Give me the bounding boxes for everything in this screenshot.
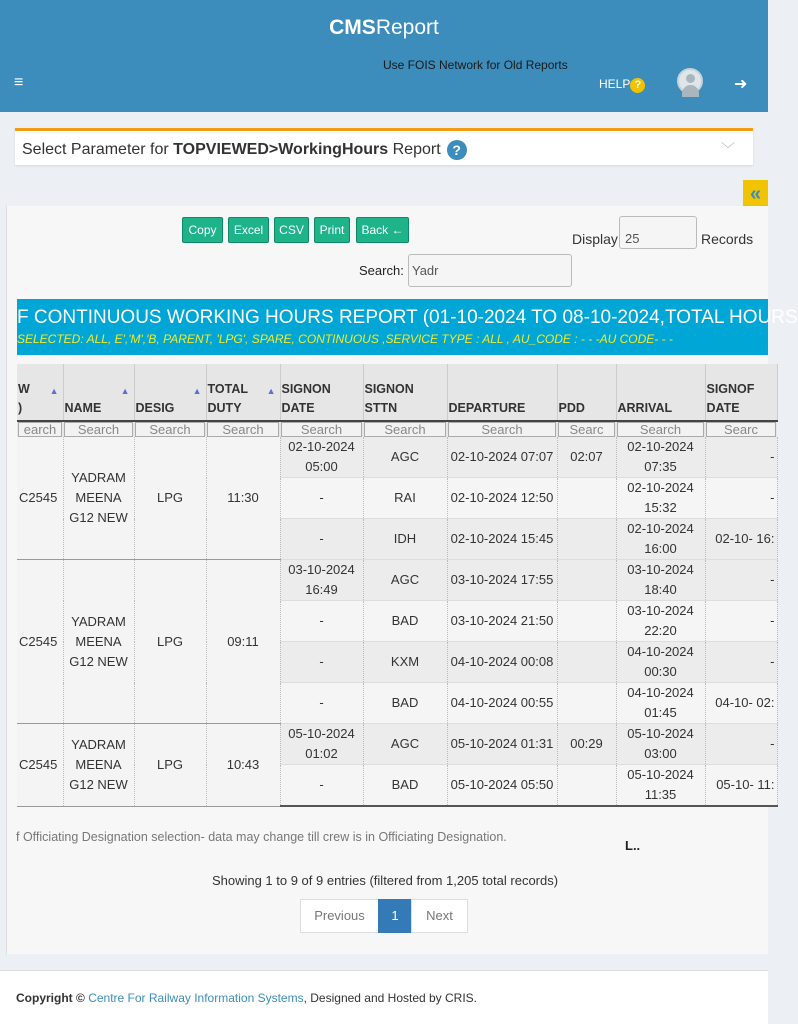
crew-id-cell: C2545 [17, 724, 63, 807]
cell-pdd [557, 519, 616, 560]
csv-button[interactable]: CSV [274, 217, 309, 243]
cell-sttn: BAD [363, 765, 447, 807]
cell-signoff: 04-10- 02: [705, 683, 777, 724]
help-label: HELP [599, 77, 631, 91]
column-search-input[interactable]: Search [135, 422, 205, 437]
table-row [17, 724, 777, 765]
cell-sttn: AGC [363, 724, 447, 765]
working-hours-table [17, 364, 778, 807]
top-header [0, 0, 768, 112]
help-icon: ? [630, 78, 645, 93]
cell-dep: 02-10-2024 12:50 [447, 478, 557, 519]
cell-signon-date: 03-10-2024 16:49 [280, 560, 363, 601]
cell-sttn: KXM [363, 642, 447, 683]
loading-indicator: L.. [625, 838, 641, 853]
cell-arr: 03-10-2024 22:20 [616, 601, 705, 642]
cell-pdd: 02:07 [557, 437, 616, 478]
cell-signoff: - [705, 601, 777, 642]
back-button[interactable]: Back ← [356, 217, 409, 243]
previous-page-button[interactable]: Previous [300, 899, 379, 933]
column-header[interactable] [134, 364, 206, 421]
hamburger-menu-icon[interactable]: ≡ [14, 74, 24, 91]
column-search-input[interactable]: Searc [558, 422, 615, 437]
cell-pdd [557, 560, 616, 601]
sort-arrow-icon[interactable]: ▲ [192, 386, 202, 396]
column-search-cell [134, 421, 206, 437]
cell-signon-date: - [280, 765, 363, 807]
cell-dep: 02-10-2024 15:45 [447, 519, 557, 560]
parameter-title: Select Parameter for TOPVIEWED>WorkingHours Report ? [22, 140, 467, 160]
cell-signon-date: - [280, 683, 363, 724]
column-search-cell [705, 421, 777, 437]
column-header-label: SIGNOF DATE [706, 382, 755, 415]
column-search-cell [17, 421, 63, 437]
display-label: Display [572, 231, 618, 247]
cell-arr: 05-10-2024 03:00 [616, 724, 705, 765]
chevron-down-icon[interactable]: ﹀ [721, 141, 735, 157]
cell-pdd [557, 478, 616, 519]
column-search-input[interactable]: Search [617, 422, 704, 437]
cell-signoff: - [705, 724, 777, 765]
report-table-scroller[interactable] [17, 364, 775, 802]
cell-dep: 05-10-2024 05:50 [447, 765, 557, 807]
search-label: Search: [359, 263, 404, 278]
column-search-cell [557, 421, 616, 437]
cell-pdd [557, 765, 616, 807]
column-search-cell [63, 421, 134, 437]
cell-signoff: 05-10- 11: [705, 765, 777, 807]
cell-pdd [557, 683, 616, 724]
cell-arr: 02-10-2024 07:35 [616, 437, 705, 478]
column-search-input[interactable]: Search [64, 422, 133, 437]
column-header[interactable] [705, 364, 777, 421]
parameter-selector[interactable] [15, 128, 753, 165]
cell-signon-date: - [280, 642, 363, 683]
column-header[interactable] [17, 364, 63, 421]
cell-signon-date: - [280, 519, 363, 560]
print-button[interactable]: Print [314, 217, 350, 243]
cell-sttn: IDH [363, 519, 447, 560]
cell-signon-date: 05-10-2024 01:02 [280, 724, 363, 765]
help-link[interactable] [599, 77, 645, 93]
cell-sttn: AGC [363, 560, 447, 601]
cell-dep: 03-10-2024 17:55 [447, 560, 557, 601]
total-duty-cell: 09:11 [206, 560, 280, 724]
page-1-button[interactable]: 1 [378, 899, 412, 933]
column-search-cell [280, 421, 363, 437]
column-search-cell [206, 421, 280, 437]
column-header[interactable] [280, 364, 363, 421]
cell-signon-date: - [280, 478, 363, 519]
column-search-cell [447, 421, 557, 437]
copyright-text: Copyright © Centre For Railway Information Systems, Designed and Hosted by CRIS. [16, 991, 478, 1005]
cell-signoff: - [705, 437, 777, 478]
cell-arr: 02-10-2024 15:32 [616, 478, 705, 519]
column-header-label: TOTAL DUTY [207, 382, 249, 415]
excel-button[interactable]: Excel [228, 217, 269, 243]
display-count-input[interactable]: 25 [619, 216, 697, 249]
cell-signon-date: - [280, 601, 363, 642]
column-search-input[interactable]: Search [448, 422, 556, 437]
cell-dep: 04-10-2024 00:08 [447, 642, 557, 683]
column-header-label: SIGNON DATE [281, 382, 331, 415]
sort-arrow-icon[interactable]: ▲ [49, 386, 59, 396]
column-search-input[interactable]: earch [18, 422, 62, 437]
column-header-label: ARRIVAL [617, 401, 673, 415]
column-header[interactable] [447, 364, 557, 421]
report-banner [17, 299, 798, 355]
copy-button[interactable]: Copy [182, 217, 223, 243]
cell-dep: 04-10-2024 00:55 [447, 683, 557, 724]
cell-pdd: 00:29 [557, 724, 616, 765]
page-footer [0, 970, 768, 1024]
cell-sttn: RAI [363, 478, 447, 519]
column-search-cell [363, 421, 447, 437]
cris-link[interactable]: Centre For Railway Information Systems [88, 991, 304, 1005]
cell-arr: 02-10-2024 16:00 [616, 519, 705, 560]
cell-dep: 02-10-2024 07:07 [447, 437, 557, 478]
cell-signoff: - [705, 642, 777, 683]
report-filter-summary: SELECTED: ALL, E','M','B, PARENT, 'LPG', SPARE, CONTINUOUS ,SERVICE TYPE : ALL , AU_CODE : - - -AU CODE- - - [17, 332, 673, 346]
column-header-label: W ) [18, 382, 30, 415]
cell-pdd [557, 642, 616, 683]
records-label: Records [701, 231, 754, 247]
cell-pdd [557, 601, 616, 642]
column-header[interactable] [63, 364, 134, 421]
crew-id-cell: C2545 [17, 560, 63, 724]
cell-dep: 03-10-2024 21:50 [447, 601, 557, 642]
table-row [17, 437, 777, 478]
designation-cell: LPG [134, 560, 206, 724]
crew-name-cell: YADRAM MEENA G12 NEW [63, 560, 134, 724]
column-search-input[interactable]: Search [281, 422, 362, 437]
next-page-button[interactable]: Next [411, 899, 468, 933]
column-search-input[interactable]: Search [207, 422, 279, 437]
sort-arrow-icon[interactable]: ▲ [120, 386, 130, 396]
cell-signoff: - [705, 478, 777, 519]
app-title: CMSReport [329, 16, 439, 39]
report-title: F CONTINUOUS WORKING HOURS REPORT (01-10-2024 TO 08-10-2024,TOTAL HOURS [17, 307, 798, 328]
crew-name-cell: YADRAM MEENA G12 NEW [63, 437, 134, 560]
designation-cell: LPG [134, 437, 206, 560]
column-header[interactable] [616, 364, 705, 421]
logout-icon[interactable]: ➜ [734, 76, 748, 93]
cell-sttn: BAD [363, 683, 447, 724]
column-search-cell [616, 421, 705, 437]
column-search-input[interactable]: Search [364, 422, 446, 437]
cell-sttn: AGC [363, 437, 447, 478]
total-duty-cell: 11:30 [206, 437, 280, 560]
search-input[interactable]: Yadr [408, 254, 572, 287]
table-row [17, 560, 777, 601]
sort-arrow-icon[interactable]: ▲ [266, 386, 276, 396]
cell-signoff: - [705, 560, 777, 601]
column-header[interactable] [363, 364, 447, 421]
collapse-sidebar-icon[interactable]: « [743, 180, 768, 208]
cell-arr: 05-10-2024 11:35 [616, 765, 705, 807]
info-question-icon[interactable]: ? [447, 140, 467, 160]
user-avatar[interactable] [677, 68, 703, 94]
column-header-label: PDD [558, 401, 585, 415]
column-header-label: DESIG [135, 401, 175, 415]
column-search-input[interactable]: Searc [706, 422, 776, 437]
designation-cell: LPG [134, 724, 206, 807]
crew-id-cell: C2545 [17, 437, 63, 560]
cell-signoff: 02-10- 16: [705, 519, 777, 560]
entries-summary: Showing 1 to 9 of 9 entries (filtered from 1,205 total records) [211, 873, 559, 888]
column-header-label: NAME [64, 401, 102, 415]
column-header[interactable] [206, 364, 280, 421]
cell-sttn: BAD [363, 601, 447, 642]
officiating-note: f Officiating Designation selection- data may change till crew is in Officiating Designation. [16, 830, 507, 844]
total-duty-cell: 10:43 [206, 724, 280, 807]
fois-network-note: Use FOIS Network for Old Reports [383, 58, 568, 72]
cell-dep: 05-10-2024 01:31 [447, 724, 557, 765]
column-header[interactable] [557, 364, 616, 421]
cell-arr: 04-10-2024 00:30 [616, 642, 705, 683]
column-header-label: DEPARTURE [448, 401, 526, 415]
crew-name-cell: YADRAM MEENA G12 NEW [63, 724, 134, 807]
column-header-label: SIGNON STTN [364, 382, 414, 415]
cell-arr: 04-10-2024 01:45 [616, 683, 705, 724]
cell-signon-date: 02-10-2024 05:00 [280, 437, 363, 478]
cell-arr: 03-10-2024 18:40 [616, 560, 705, 601]
